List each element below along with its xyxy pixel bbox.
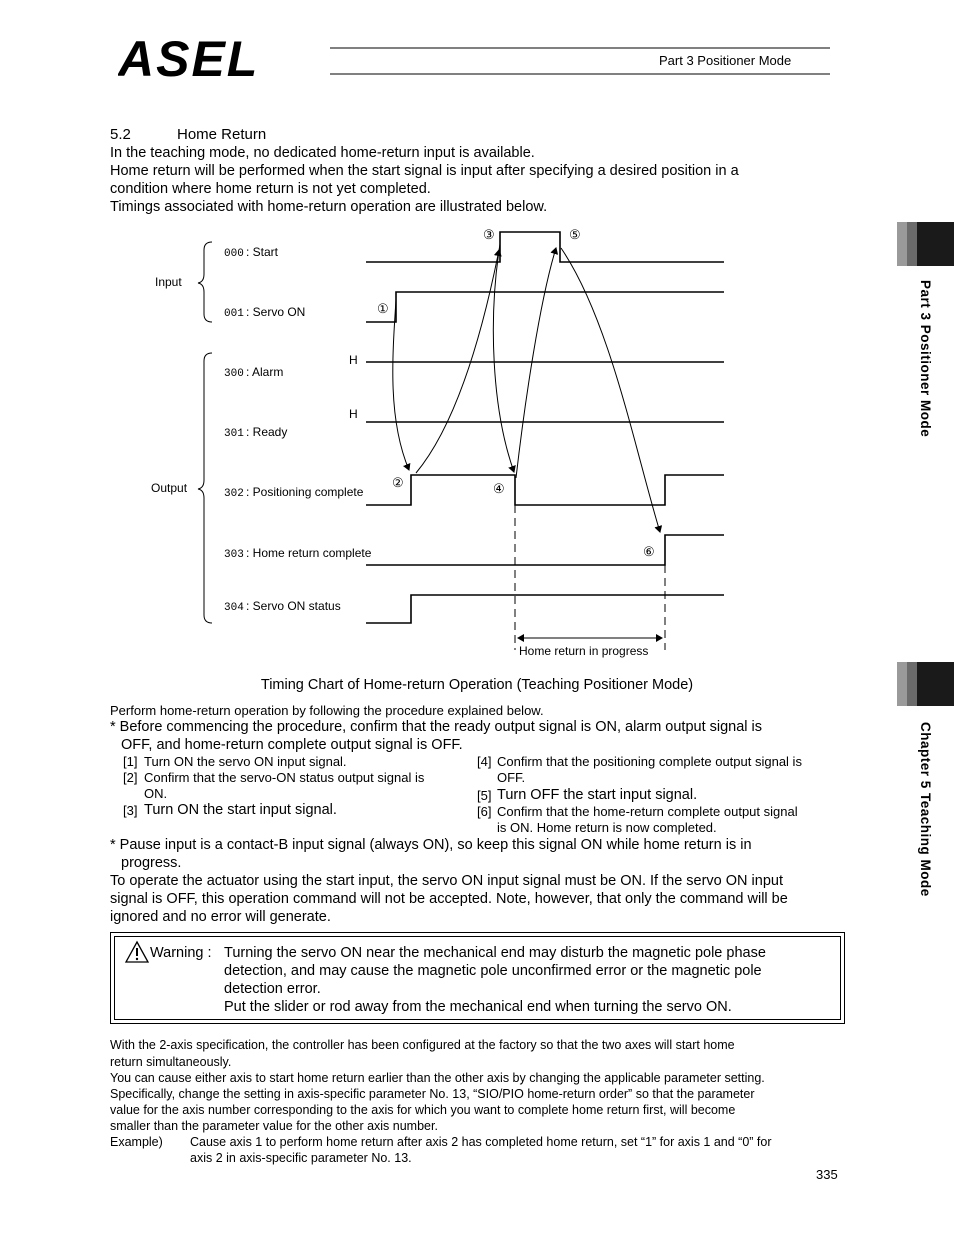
two-axis-line: You can cause either axis to start home return earlier than the other axis by changing the applicable parameter setting.: [110, 1071, 765, 1085]
arrow-positioning-to-start-off: [516, 248, 556, 478]
step-text: Confirm that the home-return complete output signal: [497, 804, 798, 819]
step-marker: ①: [377, 301, 389, 316]
signal-name: : Servo ON: [246, 305, 306, 319]
chart-caption: Timing Chart of Home-return Operation (Teaching Positioner Mode): [260, 677, 694, 693]
servo-para-line: ignored and no error will generate.: [110, 909, 331, 925]
note-2: * Pause input is a contact-B input signal (always ON), so keep this signal ON while home return is in: [110, 837, 752, 853]
note-1: * Before commencing the procedure, confirm that the ready output signal is ON, alarm output signal is: [110, 719, 763, 735]
two-axis-line: return simultaneously.: [110, 1055, 232, 1069]
step-text: Confirm that the servo-ON status output signal is: [144, 770, 425, 785]
step-num: [5]: [477, 788, 492, 803]
span-label: Home return in progress: [519, 644, 649, 658]
two-axis-line: smaller than the parameter value for the other axis number.: [110, 1119, 438, 1133]
step-text: OFF.: [497, 770, 526, 785]
input-brace: [198, 242, 212, 322]
warning-line: Turning the servo ON near the mechanical end may disturb the magnetic pole phase: [224, 945, 766, 961]
waveform-servo-on: [366, 292, 724, 322]
step-num: [2]: [123, 770, 138, 785]
step-text: Turn ON the start input signal.: [144, 802, 337, 818]
step-num: [4]: [477, 754, 492, 769]
running-head: Part 3 Positioner Mode: [659, 53, 792, 68]
step-num: [1]: [123, 754, 138, 769]
intro-line: Timings associated with home-return operation are illustrated below.: [110, 199, 548, 215]
step-marker: ⑥: [643, 544, 655, 559]
waveform-home-return-complete: [366, 535, 724, 565]
step-text: ON.: [144, 786, 168, 801]
signal-code: 301: [224, 428, 244, 440]
signal-code: 000: [224, 248, 244, 260]
arrow-start-to-positioning: [493, 244, 514, 472]
step-text: Turn ON the servo ON input signal.: [144, 754, 347, 769]
step-marker: ②: [392, 475, 404, 490]
step-text: Confirm that the positioning complete output signal is: [497, 754, 802, 769]
step-marker: ④: [493, 481, 505, 496]
section-number: 5.2: [110, 126, 131, 143]
signal-name: : Home return complete: [246, 546, 372, 560]
group-input-label: Input: [155, 275, 182, 289]
two-axis-line: Specifically, change the setting in axis-specific parameter No. 13, “SIO/PIO home-return order” so that the parameter: [110, 1087, 755, 1101]
servo-para-line: signal is OFF, this operation command will not be accepted. Note, however, that only the command will be: [110, 891, 788, 907]
waveform-start: [366, 232, 724, 262]
waveform-servo-on-status: [366, 595, 724, 623]
intro-line: Home return will be performed when the start signal is input after specifying a desired position in a: [110, 163, 739, 179]
intro-line: condition where home return is not yet completed.: [110, 181, 431, 197]
step-num: [6]: [477, 804, 492, 819]
warning-label: Warning :: [150, 945, 212, 961]
warning-icon: [124, 940, 150, 964]
signal-name: : Servo ON status: [246, 599, 341, 613]
signal-code: 302: [224, 488, 244, 500]
group-output-label: Output: [151, 481, 188, 495]
waveform-positioning-complete: [366, 475, 724, 505]
side-label-chapter: Chapter 5 Teaching Mode: [918, 722, 933, 897]
side-tab-part: [897, 222, 954, 266]
step-text: is ON. Home return is now completed.: [497, 820, 717, 835]
signal-name: : Positioning complete: [246, 485, 364, 499]
servo-para-line: To operate the actuator using the start input, the servo ON input signal must be ON. If the servo ON input: [110, 873, 783, 889]
example-line: axis 2 in axis-specific parameter No. 13.: [190, 1151, 412, 1165]
signal-code: 303: [224, 549, 244, 561]
note-2-cont: progress.: [121, 855, 182, 871]
signal-name: : Start: [246, 245, 279, 259]
two-axis-line: With the 2-axis specification, the controller has been configured at the factory so that the two axes will start home: [110, 1038, 735, 1052]
warning-line: Put the slider or rod away from the mechanical end when turning the servo ON.: [224, 999, 732, 1015]
side-tab-chapter: [897, 662, 954, 706]
warning-line: detection, and may cause the magnetic pole unconfirmed error or the magnetic pole: [224, 963, 762, 979]
logo-text: ASEL: [118, 32, 260, 82]
warning-line: detection error.: [224, 981, 321, 997]
arrow-servo-to-status: [393, 300, 409, 470]
side-label-part: Part 3 Positioner Mode: [918, 280, 933, 438]
intro-line: In the teaching mode, no dedicated home-return input is available.: [110, 145, 535, 161]
level-high-label: H: [349, 353, 358, 367]
output-brace: [198, 353, 212, 623]
section-title: Home Return: [177, 126, 267, 143]
signal-code: 001: [224, 308, 244, 320]
example-line: Cause axis 1 to perform home return after axis 2 has completed home return, set “1” for axis 1 and “0” for: [190, 1135, 772, 1149]
signal-code: 304: [224, 602, 244, 614]
arrow-start-off-to-home: [561, 248, 660, 532]
example-label: Example): [110, 1135, 163, 1149]
procedure-lead: Perform home-return operation by following the procedure explained below.: [110, 703, 544, 718]
level-high-label: H: [349, 407, 358, 421]
signal-name: : Ready: [246, 425, 288, 439]
step-num: [3]: [123, 803, 138, 818]
step-marker: ⑤: [569, 227, 581, 242]
step-marker: ③: [483, 227, 495, 242]
signal-code: 300: [224, 368, 244, 380]
page-number: 335: [816, 1167, 838, 1182]
note-1-cont: OFF, and home-return complete output signal is OFF.: [121, 737, 463, 753]
two-axis-line: value for the axis number corresponding to the axis for which you want to complete home return first, will become: [110, 1103, 736, 1117]
signal-name: : Alarm: [246, 365, 284, 379]
step-text: Turn OFF the start input signal.: [497, 787, 698, 803]
